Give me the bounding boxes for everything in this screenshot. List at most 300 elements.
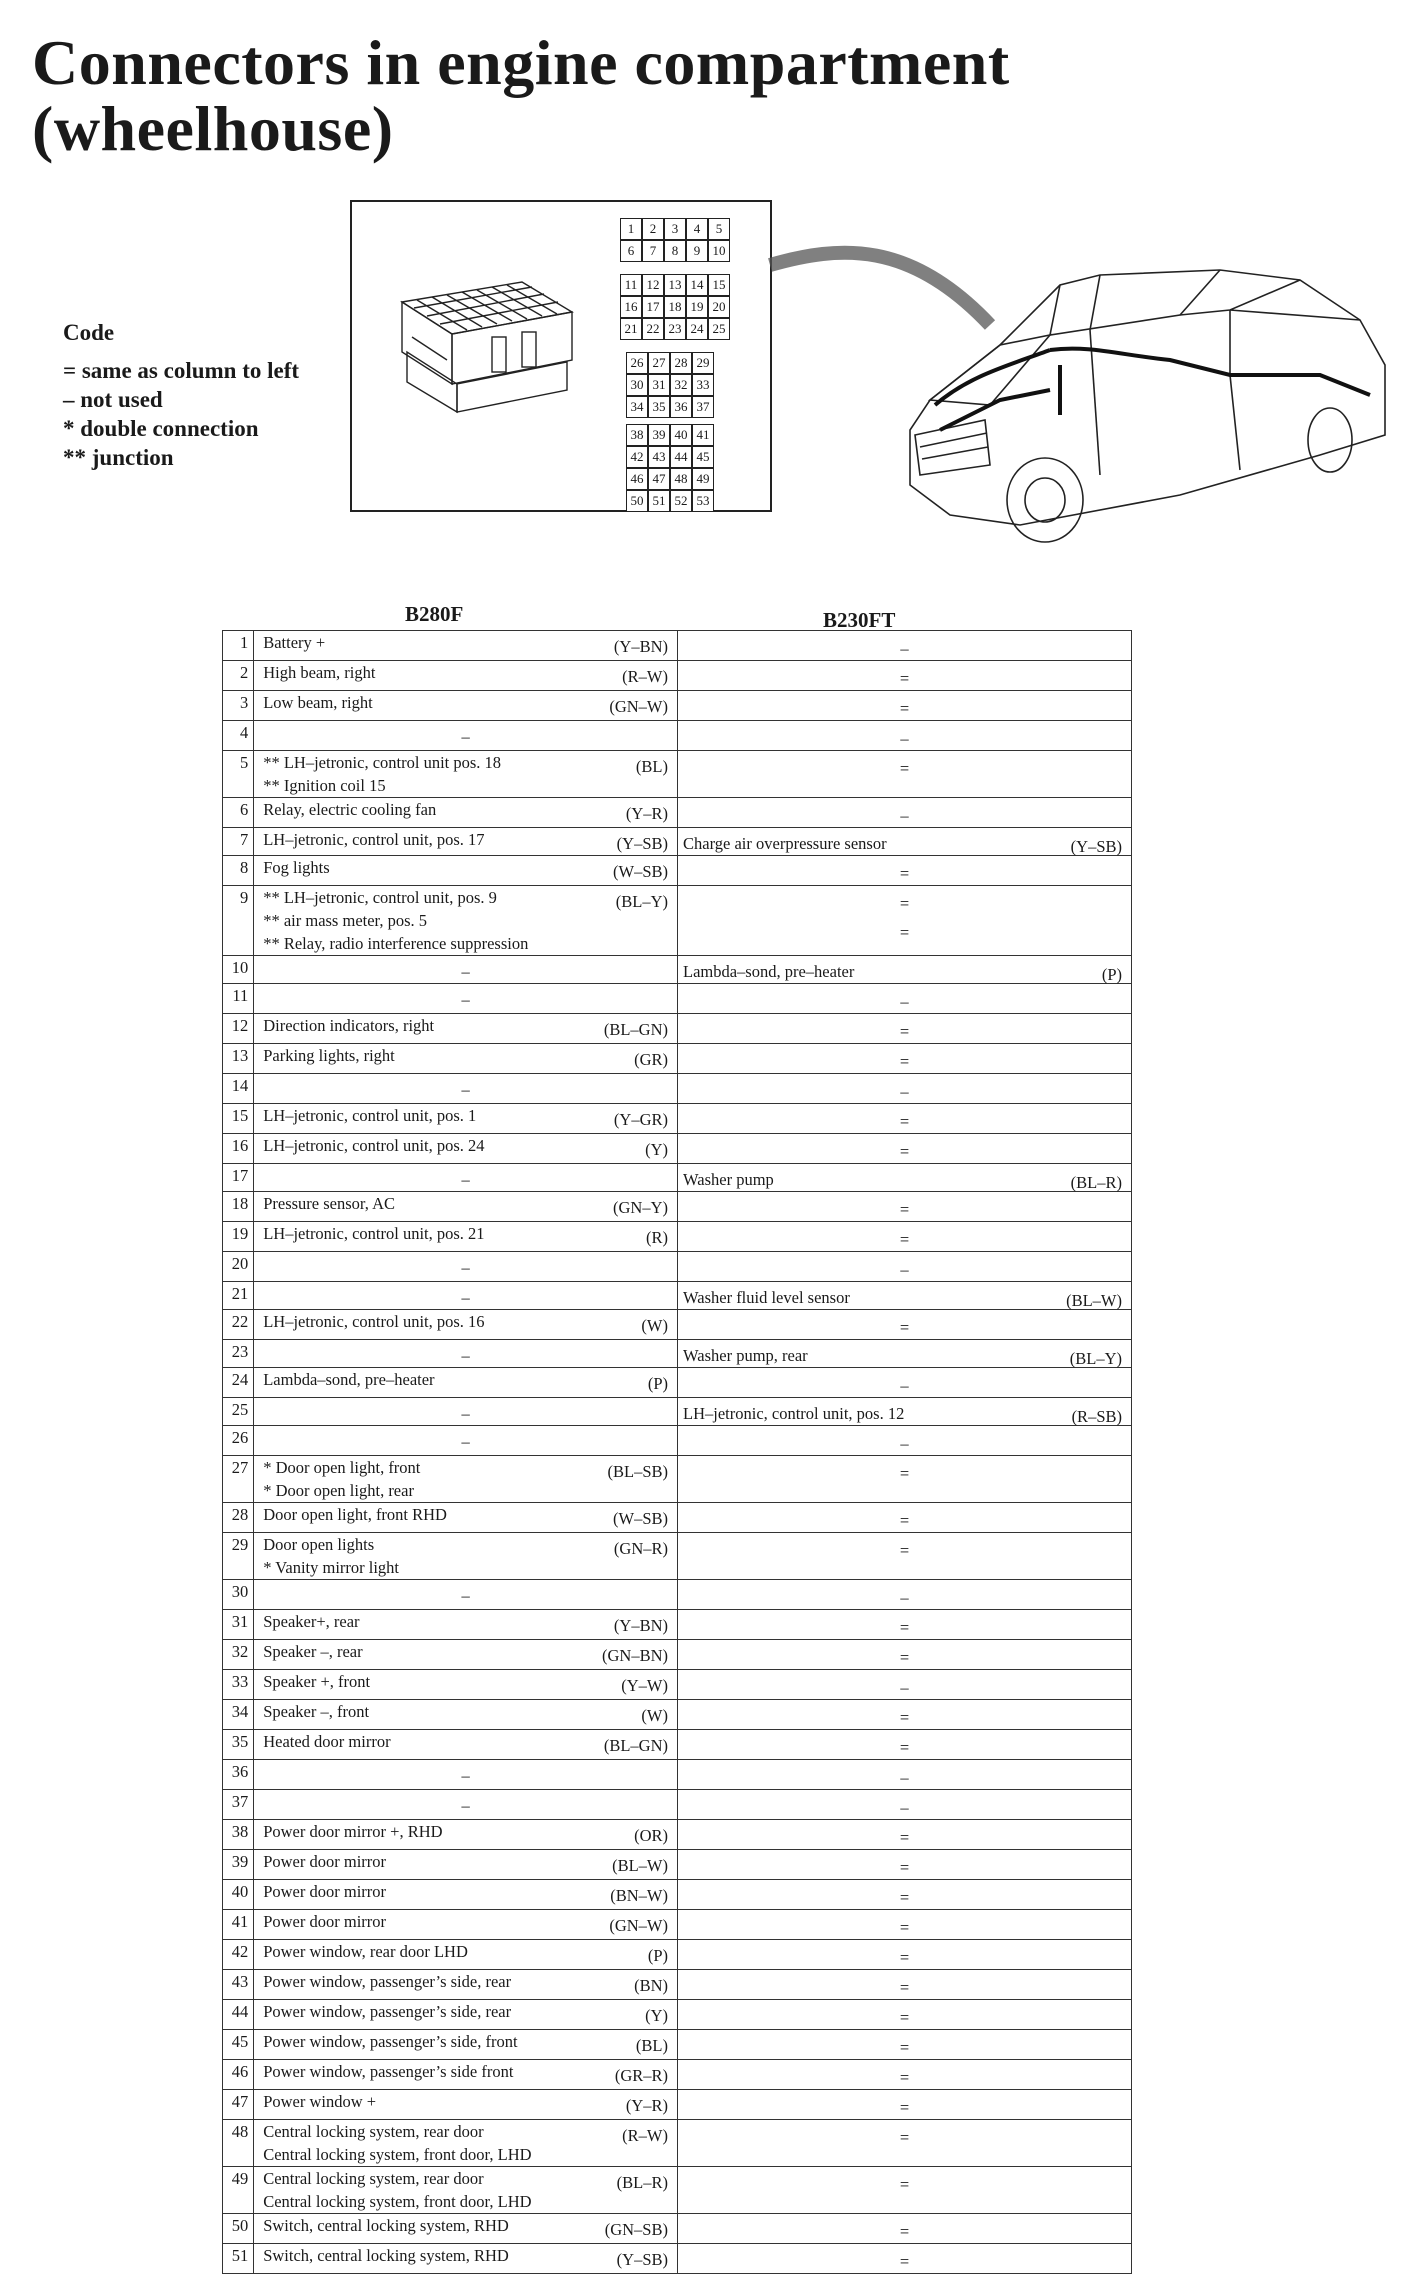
b230ft-cell bbox=[678, 1368, 1132, 1398]
connector-pin-cell: 53 bbox=[692, 490, 714, 512]
b280f-cell bbox=[254, 1790, 678, 1820]
b280f-description: – bbox=[461, 962, 470, 981]
table-row bbox=[223, 1940, 1132, 1970]
connector-table bbox=[222, 630, 1132, 2274]
b280f-wire-color: (W) bbox=[641, 1706, 668, 1725]
b280f-cell bbox=[254, 1533, 678, 1580]
b280f-description: Lambda–sond, pre–heater bbox=[263, 1370, 435, 1389]
connector-pin-cell: 20 bbox=[708, 296, 730, 318]
b280f-description: LH–jetronic, control unit, pos. 1 bbox=[263, 1106, 477, 1125]
row-number: 22 bbox=[223, 1310, 254, 1340]
b230ft-cell bbox=[678, 2120, 1132, 2167]
b230ft-description: – bbox=[900, 639, 909, 658]
b280f-cell bbox=[254, 1730, 678, 1760]
b230ft-wire-color: (R–SB) bbox=[1071, 1407, 1122, 1426]
b280f-description: Power window, passenger’s side, rear bbox=[263, 1972, 512, 1991]
table-row bbox=[223, 956, 1132, 984]
b280f-wire-color: (BL) bbox=[635, 2036, 668, 2055]
row-number: 40 bbox=[223, 1880, 254, 1910]
b280f-cell bbox=[254, 661, 678, 691]
b280f-description: Power door mirror +, RHD bbox=[263, 1822, 443, 1841]
b230ft-cell bbox=[678, 1940, 1132, 1970]
b230ft-description: = bbox=[899, 1022, 910, 1041]
b280f-cell bbox=[254, 1282, 678, 1310]
b280f-cell bbox=[254, 1164, 678, 1192]
b280f-wire-color: (GN–BN) bbox=[602, 1646, 668, 1665]
b280f-description: High beam, right bbox=[263, 663, 376, 682]
connector-pin-cell: 15 bbox=[708, 274, 730, 296]
b230ft-description: = bbox=[899, 2038, 910, 2057]
b230ft-cell bbox=[678, 1044, 1132, 1074]
b280f-cell bbox=[254, 1368, 678, 1398]
code-legend-item: – not used bbox=[63, 387, 163, 412]
row-number: 27 bbox=[223, 1456, 254, 1503]
page-title-line-1: Connectors in engine compartment bbox=[32, 27, 1010, 98]
b230ft-cell bbox=[678, 886, 1132, 956]
b230ft-description: – bbox=[900, 1588, 909, 1607]
b280f-description: LH–jetronic, control unit, pos. 16 bbox=[263, 1312, 485, 1331]
b280f-description: Door open lights bbox=[263, 1535, 375, 1554]
connector-pin-cell: 14 bbox=[686, 274, 708, 296]
connector-pin-cell: 22 bbox=[642, 318, 664, 340]
b280f-cell bbox=[254, 984, 678, 1014]
b280f-description: LH–jetronic, control unit, pos. 17 bbox=[263, 830, 485, 849]
b280f-cell bbox=[254, 886, 678, 956]
b280f-wire-color: (W–SB) bbox=[613, 862, 668, 881]
b280f-description: – bbox=[461, 1170, 470, 1189]
row-number: 15 bbox=[223, 1104, 254, 1134]
table-row bbox=[223, 1368, 1132, 1398]
b230ft-cell bbox=[678, 1282, 1132, 1310]
b280f-cell bbox=[254, 2214, 678, 2244]
b280f-wire-color: (W–SB) bbox=[613, 1509, 668, 1528]
b230ft-cell bbox=[678, 984, 1132, 1014]
b230ft-cell bbox=[678, 1503, 1132, 1533]
b280f-cell bbox=[254, 1910, 678, 1940]
b280f-cell bbox=[254, 2167, 678, 2214]
b280f-description: Direction indicators, right bbox=[263, 1016, 435, 1035]
table-row bbox=[223, 1700, 1132, 1730]
b280f-wire-color: (GN–R) bbox=[613, 1539, 668, 1558]
row-number: 37 bbox=[223, 1790, 254, 1820]
b230ft-cell bbox=[678, 1398, 1132, 1426]
row-number: 1 bbox=[223, 631, 254, 661]
b280f-cell bbox=[254, 828, 678, 856]
b230ft-description: = bbox=[899, 2175, 910, 2194]
b230ft-cell bbox=[678, 1074, 1132, 1104]
table-row bbox=[223, 2167, 1132, 2214]
b280f-wire-color: (GN–W) bbox=[609, 697, 668, 716]
b280f-cell bbox=[254, 2244, 678, 2274]
b230ft-cell bbox=[678, 1730, 1132, 1760]
b230ft-description: = bbox=[899, 864, 910, 883]
row-number: 46 bbox=[223, 2060, 254, 2090]
b230ft-description: = bbox=[899, 759, 910, 778]
b230ft-cell bbox=[678, 1580, 1132, 1610]
b230ft-cell bbox=[678, 661, 1132, 691]
table-row bbox=[223, 1310, 1132, 1340]
b230ft-wire-color: (P) bbox=[1101, 965, 1122, 984]
table-row bbox=[223, 1282, 1132, 1310]
table-row bbox=[223, 1580, 1132, 1610]
b280f-wire-color: (Y–SB) bbox=[616, 2250, 668, 2269]
connector-pin-cell: 51 bbox=[648, 490, 670, 512]
connector-pin-cell: 3 bbox=[664, 218, 686, 240]
b280f-wire-color: (BL) bbox=[635, 757, 668, 776]
b230ft-cell bbox=[678, 1670, 1132, 1700]
row-number: 29 bbox=[223, 1533, 254, 1580]
b280f-description: ** Ignition coil 15 bbox=[263, 776, 386, 795]
b280f-cell bbox=[254, 1880, 678, 1910]
row-number: 10 bbox=[223, 956, 254, 984]
b280f-wire-color: (GN–Y) bbox=[613, 1198, 668, 1217]
b280f-description: Switch, central locking system, RHD bbox=[263, 2216, 509, 2235]
b280f-cell bbox=[254, 856, 678, 886]
connector-pin-cell: 46 bbox=[626, 468, 648, 490]
b280f-cell bbox=[254, 1398, 678, 1426]
b230ft-cell bbox=[678, 2090, 1132, 2120]
connector-pin-cell: 34 bbox=[626, 396, 648, 418]
b230ft-description: – bbox=[900, 1260, 909, 1279]
b230ft-description: Lambda–sond, pre–heater bbox=[683, 962, 855, 981]
table-row bbox=[223, 721, 1132, 751]
b280f-cell bbox=[254, 1456, 678, 1503]
code-legend bbox=[63, 318, 299, 472]
connector-pin-cell: 47 bbox=[648, 468, 670, 490]
b230ft-cell bbox=[678, 1456, 1132, 1503]
table-row bbox=[223, 984, 1132, 1014]
b280f-cell bbox=[254, 2030, 678, 2060]
row-number: 23 bbox=[223, 1340, 254, 1368]
b280f-cell bbox=[254, 798, 678, 828]
connector-pin-cell: 2 bbox=[642, 218, 664, 240]
connector-pin-cell: 45 bbox=[692, 446, 714, 468]
table-row bbox=[223, 1398, 1132, 1426]
b280f-wire-color: (W) bbox=[641, 1316, 668, 1335]
row-number: 7 bbox=[223, 828, 254, 856]
b230ft-description: = bbox=[899, 699, 910, 718]
row-number: 38 bbox=[223, 1820, 254, 1850]
b230ft-cell bbox=[678, 1014, 1132, 1044]
b280f-description: Speaker +, front bbox=[263, 1672, 371, 1691]
connector-pin-cell: 37 bbox=[692, 396, 714, 418]
connector-pin-cell: 8 bbox=[664, 240, 686, 262]
b280f-cell bbox=[254, 2090, 678, 2120]
column-header-b280f: B280F bbox=[405, 602, 464, 626]
b280f-description: Central locking system, rear door bbox=[263, 2169, 484, 2188]
b230ft-description: = bbox=[899, 1948, 910, 1967]
row-number: 50 bbox=[223, 2214, 254, 2244]
b280f-cell bbox=[254, 1760, 678, 1790]
b280f-wire-color: (R) bbox=[646, 1228, 668, 1247]
connector-pin-cell: 28 bbox=[670, 352, 692, 374]
connector-pin-cell: 24 bbox=[686, 318, 708, 340]
b280f-wire-color: (Y–R) bbox=[625, 2096, 668, 2115]
b280f-description: – bbox=[461, 1288, 470, 1307]
connector-pin-cell: 5 bbox=[708, 218, 730, 240]
b280f-wire-color: (OR) bbox=[634, 1826, 668, 1845]
connector-pin-cell: 36 bbox=[670, 396, 692, 418]
code-legend-title: Code bbox=[63, 320, 115, 345]
b280f-wire-color: (Y) bbox=[645, 1140, 668, 1159]
table-row bbox=[223, 1820, 1132, 1850]
b280f-wire-color: (BN–W) bbox=[610, 1886, 668, 1905]
table-row bbox=[223, 1252, 1132, 1282]
row-number: 35 bbox=[223, 1730, 254, 1760]
b230ft-description: = bbox=[899, 1052, 910, 1071]
b280f-wire-color: (BL–Y) bbox=[615, 892, 668, 911]
b230ft-description: Washer pump, rear bbox=[683, 1346, 808, 1365]
b230ft-cell bbox=[678, 1192, 1132, 1222]
b280f-wire-color: (BL–W) bbox=[612, 1856, 668, 1875]
b230ft-wire-color: (BL–Y) bbox=[1069, 1349, 1122, 1368]
table-row bbox=[223, 1164, 1132, 1192]
table-row bbox=[223, 2244, 1132, 2274]
connector-pin-cell: 31 bbox=[648, 374, 670, 396]
b230ft-cell bbox=[678, 1533, 1132, 1580]
b230ft-description: = bbox=[899, 1978, 910, 1997]
b280f-cell bbox=[254, 631, 678, 661]
b280f-description: Parking lights, right bbox=[263, 1046, 395, 1065]
table-row bbox=[223, 1533, 1132, 1580]
b280f-cell bbox=[254, 1970, 678, 2000]
b230ft-description: = bbox=[899, 1230, 910, 1249]
b230ft-cell bbox=[678, 2030, 1132, 2060]
row-number: 24 bbox=[223, 1368, 254, 1398]
connector-block-illustration bbox=[372, 242, 602, 442]
row-number: 18 bbox=[223, 1192, 254, 1222]
b230ft-description: Charge air overpressure sensor bbox=[683, 834, 887, 853]
b280f-description: Power window, passenger’s side, front bbox=[263, 2032, 518, 2051]
connector-pin-cell: 41 bbox=[692, 424, 714, 446]
b280f-cell bbox=[254, 1192, 678, 1222]
b230ft-description: = bbox=[899, 1511, 910, 1530]
b230ft-description: = bbox=[899, 1858, 910, 1877]
table-row bbox=[223, 1970, 1132, 2000]
b280f-cell bbox=[254, 1074, 678, 1104]
b280f-description: ** air mass meter, pos. 5 bbox=[263, 911, 428, 930]
code-legend-item: = same as column to left bbox=[63, 358, 300, 383]
connector-pin-cell: 1 bbox=[620, 218, 642, 240]
b280f-wire-color: (BN) bbox=[634, 1976, 668, 1995]
table-row bbox=[223, 2214, 1132, 2244]
b230ft-description: – bbox=[900, 1376, 909, 1395]
b230ft-cell bbox=[678, 2060, 1132, 2090]
b230ft-cell bbox=[678, 2244, 1132, 2274]
b280f-description: Power window, passenger’s side front bbox=[263, 2062, 514, 2081]
b280f-description: Power window, rear door LHD bbox=[263, 1942, 468, 1961]
b230ft-description: – bbox=[900, 1768, 909, 1787]
row-number: 9 bbox=[223, 886, 254, 956]
b230ft-description: = bbox=[899, 2008, 910, 2027]
b230ft-cell bbox=[678, 856, 1132, 886]
b280f-cell bbox=[254, 751, 678, 798]
b280f-description: Switch, central locking system, RHD bbox=[263, 2246, 509, 2265]
b280f-cell bbox=[254, 1340, 678, 1368]
b280f-cell bbox=[254, 1820, 678, 1850]
table-row bbox=[223, 1104, 1132, 1134]
b230ft-description: – bbox=[900, 992, 909, 1011]
table-row bbox=[223, 631, 1132, 661]
b280f-wire-color: (BL–SB) bbox=[607, 1462, 668, 1481]
table-row bbox=[223, 1134, 1132, 1164]
connector-pin-cell: 40 bbox=[670, 424, 692, 446]
b230ft-description: = bbox=[899, 1464, 910, 1483]
b230ft-description: – bbox=[900, 1798, 909, 1817]
b280f-cell bbox=[254, 956, 678, 984]
b280f-cell bbox=[254, 1940, 678, 1970]
b230ft-description: = bbox=[899, 1318, 910, 1337]
b230ft-cell bbox=[678, 798, 1132, 828]
connector-pin-cell: 35 bbox=[648, 396, 670, 418]
b230ft-cell bbox=[678, 1790, 1132, 1820]
b280f-wire-color: (R–W) bbox=[622, 667, 668, 686]
table-row bbox=[223, 1850, 1132, 1880]
table-row bbox=[223, 1730, 1132, 1760]
table-row bbox=[223, 1790, 1132, 1820]
table-row bbox=[223, 2090, 1132, 2120]
row-number: 3 bbox=[223, 691, 254, 721]
connector-pin-cell: 10 bbox=[708, 240, 730, 262]
b230ft-cell bbox=[678, 1426, 1132, 1456]
table-row bbox=[223, 2000, 1132, 2030]
table-row bbox=[223, 1670, 1132, 1700]
b280f-cell bbox=[254, 1610, 678, 1640]
b280f-description: Fog lights bbox=[263, 858, 330, 877]
b280f-cell bbox=[254, 1014, 678, 1044]
b230ft-description: Washer pump bbox=[683, 1170, 774, 1189]
b230ft-description: = bbox=[899, 1918, 910, 1937]
table-row bbox=[223, 1760, 1132, 1790]
b280f-wire-color: (BL–R) bbox=[616, 2173, 668, 2192]
b280f-description: * Door open light, rear bbox=[263, 1481, 414, 1500]
b280f-wire-color: (Y–BN) bbox=[613, 1616, 668, 1635]
b280f-description: * Vanity mirror light bbox=[263, 1558, 400, 1577]
b230ft-description: – bbox=[900, 729, 909, 748]
b280f-description: – bbox=[461, 1432, 470, 1451]
b230ft-cell bbox=[678, 1850, 1132, 1880]
connector-table-body bbox=[223, 631, 1132, 2274]
row-number: 43 bbox=[223, 1970, 254, 2000]
connector-pin-cell: 4 bbox=[686, 218, 708, 240]
row-number: 17 bbox=[223, 1164, 254, 1192]
b280f-cell bbox=[254, 1850, 678, 1880]
b230ft-description: = bbox=[899, 2222, 910, 2241]
table-row bbox=[223, 1503, 1132, 1533]
page-title bbox=[32, 27, 1010, 164]
b230ft-cell bbox=[678, 1760, 1132, 1790]
row-number: 28 bbox=[223, 1503, 254, 1533]
connector-pin-cell: 30 bbox=[626, 374, 648, 396]
connector-pin-cell: 43 bbox=[648, 446, 670, 468]
b280f-description: ** LH–jetronic, control unit pos. 18 bbox=[263, 753, 502, 772]
b230ft-cell bbox=[678, 1640, 1132, 1670]
row-number: 5 bbox=[223, 751, 254, 798]
table-row bbox=[223, 1192, 1132, 1222]
row-number: 42 bbox=[223, 1940, 254, 1970]
b230ft-cell bbox=[678, 1310, 1132, 1340]
table-row bbox=[223, 1456, 1132, 1503]
b280f-description: Relay, electric cooling fan bbox=[263, 800, 437, 819]
connector-pin-cell: 23 bbox=[664, 318, 686, 340]
row-number: 47 bbox=[223, 2090, 254, 2120]
b280f-description: – bbox=[461, 1080, 470, 1099]
connector-pin-cell: 50 bbox=[626, 490, 648, 512]
b280f-wire-color: (BL–GN) bbox=[603, 1020, 668, 1039]
row-number: 34 bbox=[223, 1700, 254, 1730]
row-number: 2 bbox=[223, 661, 254, 691]
b280f-wire-color: (Y–BN) bbox=[613, 637, 668, 656]
b230ft-description: = bbox=[899, 1200, 910, 1219]
b280f-description: LH–jetronic, control unit, pos. 21 bbox=[263, 1224, 485, 1243]
b230ft-description: = bbox=[899, 1708, 910, 1727]
b280f-cell bbox=[254, 1426, 678, 1456]
table-row bbox=[223, 2120, 1132, 2167]
b280f-description: Power window, passenger’s side, rear bbox=[263, 2002, 512, 2021]
b280f-wire-color: (P) bbox=[647, 1946, 668, 1965]
b280f-description: Door open light, front RHD bbox=[263, 1505, 447, 1524]
table-row bbox=[223, 828, 1132, 856]
row-number: 49 bbox=[223, 2167, 254, 2214]
b280f-description: Power door mirror bbox=[263, 1852, 387, 1871]
b280f-description: Speaker –, rear bbox=[263, 1642, 363, 1661]
b280f-description: Battery + bbox=[263, 633, 326, 652]
code-legend-item: ** junction bbox=[63, 445, 174, 470]
b230ft-description: = bbox=[899, 894, 910, 913]
row-number: 21 bbox=[223, 1282, 254, 1310]
b230ft-cell bbox=[678, 1820, 1132, 1850]
table-row bbox=[223, 2030, 1132, 2060]
connector-pin-cell: 33 bbox=[692, 374, 714, 396]
b230ft-description: = bbox=[899, 1112, 910, 1131]
table-row bbox=[223, 1880, 1132, 1910]
b280f-wire-color: (GR–R) bbox=[614, 2066, 668, 2085]
b280f-description: Speaker –, front bbox=[263, 1702, 370, 1721]
b280f-wire-color: (Y–W) bbox=[621, 1676, 668, 1695]
connector-pin-cell: 32 bbox=[670, 374, 692, 396]
b280f-description: Power door mirror bbox=[263, 1912, 387, 1931]
connector-pin-cell: 27 bbox=[648, 352, 670, 374]
row-number: 51 bbox=[223, 2244, 254, 2274]
table-row bbox=[223, 1340, 1132, 1368]
b280f-description: – bbox=[461, 1258, 470, 1277]
b230ft-cell bbox=[678, 1252, 1132, 1282]
b230ft-description: = bbox=[899, 2128, 910, 2147]
connector-pin-cell: 21 bbox=[620, 318, 642, 340]
column-header-b230ft: B230FT bbox=[823, 608, 896, 632]
b280f-wire-color: (Y–R) bbox=[625, 804, 668, 823]
connector-pin-cell: 38 bbox=[626, 424, 648, 446]
row-number: 48 bbox=[223, 2120, 254, 2167]
table-row bbox=[223, 1640, 1132, 1670]
row-number: 41 bbox=[223, 1910, 254, 1940]
b280f-cell bbox=[254, 1580, 678, 1610]
row-number: 36 bbox=[223, 1760, 254, 1790]
b230ft-cell bbox=[678, 631, 1132, 661]
b280f-cell bbox=[254, 1503, 678, 1533]
connector-pin-cell: 13 bbox=[664, 274, 686, 296]
connector-pin-cell: 42 bbox=[626, 446, 648, 468]
b280f-description: Heated door mirror bbox=[263, 1732, 391, 1751]
row-number: 45 bbox=[223, 2030, 254, 2060]
b280f-description: – bbox=[461, 1586, 470, 1605]
b230ft-description: – bbox=[900, 1678, 909, 1697]
connector-pin-cell: 17 bbox=[642, 296, 664, 318]
b230ft-cell bbox=[678, 751, 1132, 798]
b280f-description: Power window + bbox=[263, 2092, 377, 2111]
b230ft-cell bbox=[678, 1970, 1132, 2000]
b230ft-description: = bbox=[899, 1142, 910, 1161]
